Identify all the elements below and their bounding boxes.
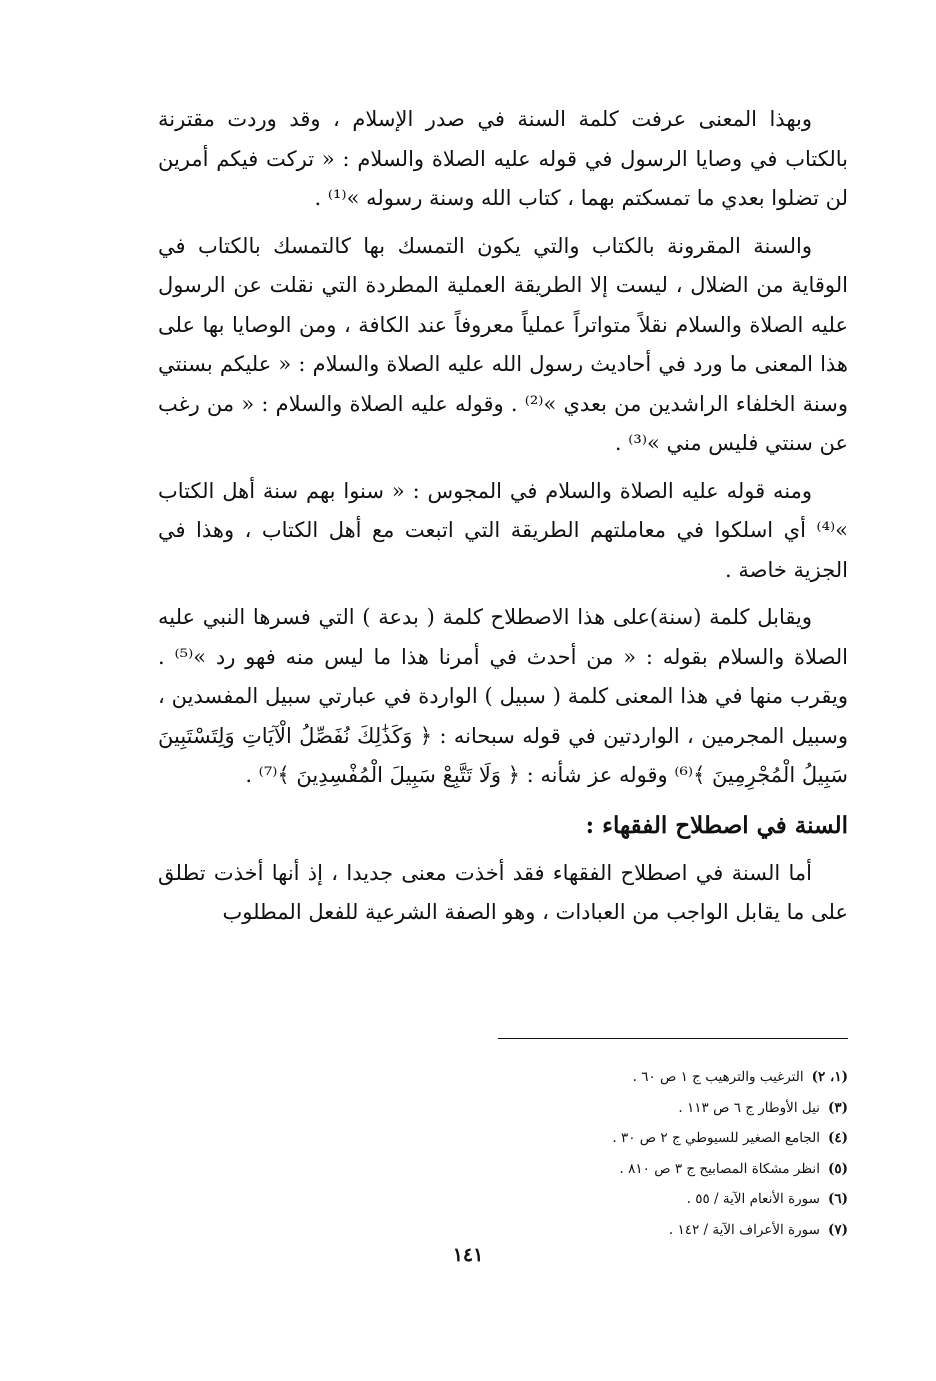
footnote-text: سورة الأعراف الآية / ١٤٢ . xyxy=(668,1221,820,1238)
section-heading: السنة في اصطلاح الفقهاء : xyxy=(585,811,848,839)
paragraph-3: ومنه قوله عليه الصلاة والسلام في المجوس : « سنوا بهم سنة أهل الكتاب »⁽⁴⁾ أي اسلكوا في معاملتهم الطريقة التي اتبعت مع أهل الكتاب ، وهذا في الجزية خاصة . xyxy=(158,478,848,582)
paragraph-1: وبهذا المعنى عرفت كلمة السنة في صدر الإسلام ، وقد وردت مقترنة بالكتاب في وصايا الرسول في قوله عليه الصلاة والسلام : « تركت فيكم أمرين لن تضلوا بعدي ما تمسكتم بهما ، كتاب الله وسنة رسوله »⁽¹⁾ . xyxy=(158,107,848,210)
paragraph-5: أما السنة في اصطلاح الفقهاء فقد أخذت معنى جديدا ، إذ أنها أخذت تطلق على ما يقابل الواجب من العبادات ، وهو الصفة الشرعية للفعل المطلوب xyxy=(158,860,848,924)
footnote-text: الجامع الصغير للسيوطي ج ٢ ص ٣٠ . xyxy=(612,1130,820,1146)
footnote-separator xyxy=(498,1038,848,1039)
footnote-number: (٥) xyxy=(827,1160,848,1177)
footnote-number: (١، ٢) xyxy=(811,1069,848,1085)
footnotes xyxy=(158,1062,848,1245)
footnote-text: سورة الأنعام الآية / ٥٥ . xyxy=(686,1191,820,1207)
page-number: ١٤١ xyxy=(452,1244,484,1266)
paragraph-4: ويقابل كلمة (سنة)على هذا الاصطلاح كلمة ( بدعة ) التي فسرها النبي عليه الصلاة والسلام بقوله : « من أحدث في أمرنا هذا ما ليس منه فهو رد »⁽⁵⁾ . ويقرب منها في هذا المعنى كلمة ( سبيل ) الواردة في عبارتي سبيل المفسدين ، وسبيل المجرمين ، الواردتين في قوله سبحانه : ﴿ وَكَذَٰلِكَ نُفَصِّلُ الْآيَاتِ وَلِتَسْتَبِينَ سَبِيلُ الْمُجْرِمِينَ ﴾⁽⁶⁾ وقوله عز شأنه : ﴿ وَلَا تَتَّبِعْ سَبِيلَ الْمُفْسِدِينَ ﴾⁽⁷⁾ . xyxy=(158,605,849,787)
footnote-text: نيل الأوطار ج ٦ ص ١١٣ . xyxy=(678,1099,820,1116)
footnote-number: (٦) xyxy=(827,1191,848,1207)
footnote-number: (٧) xyxy=(827,1221,848,1238)
footnote-item xyxy=(158,1215,848,1246)
paragraph-2: والسنة المقرونة بالكتاب والتي يكون التمسك بها كالتمسك بالكتاب في الوقاية من الضلال ، ليست إلا الطريقة العملية المطردة التي نقلت عن الرسول عليه الصلاة والسلام نقلاً متواتراً عملياً معروفاً عند الكافة ، ومن الوصايا بها على هذا المعنى ما ورد في أحاديث رسول الله عليه الصلاة والسلام : « عليكم بسنتي وسنة الخلفاء الراشدين من بعدي »⁽²⁾ . وقوله عليه الصلاة والسلام : « من رغب عن سنتي فليس مني »⁽³⁾ . xyxy=(158,233,848,455)
footnote-item xyxy=(158,1093,848,1124)
footnote-item xyxy=(158,1123,848,1154)
footnote-text: الترغيب والترهيب ج ١ ص ٦٠ . xyxy=(632,1069,804,1085)
footnote-number: (٣) xyxy=(827,1099,848,1116)
footnote-item xyxy=(158,1154,848,1185)
footnote-text: انظر مشكاة المصابيح ج ٣ ص ٨١٠ . xyxy=(619,1160,820,1177)
footnote-number: (٤) xyxy=(827,1130,848,1146)
footnote-item xyxy=(158,1184,848,1215)
main-text xyxy=(158,100,848,941)
footnote-item xyxy=(158,1062,848,1093)
